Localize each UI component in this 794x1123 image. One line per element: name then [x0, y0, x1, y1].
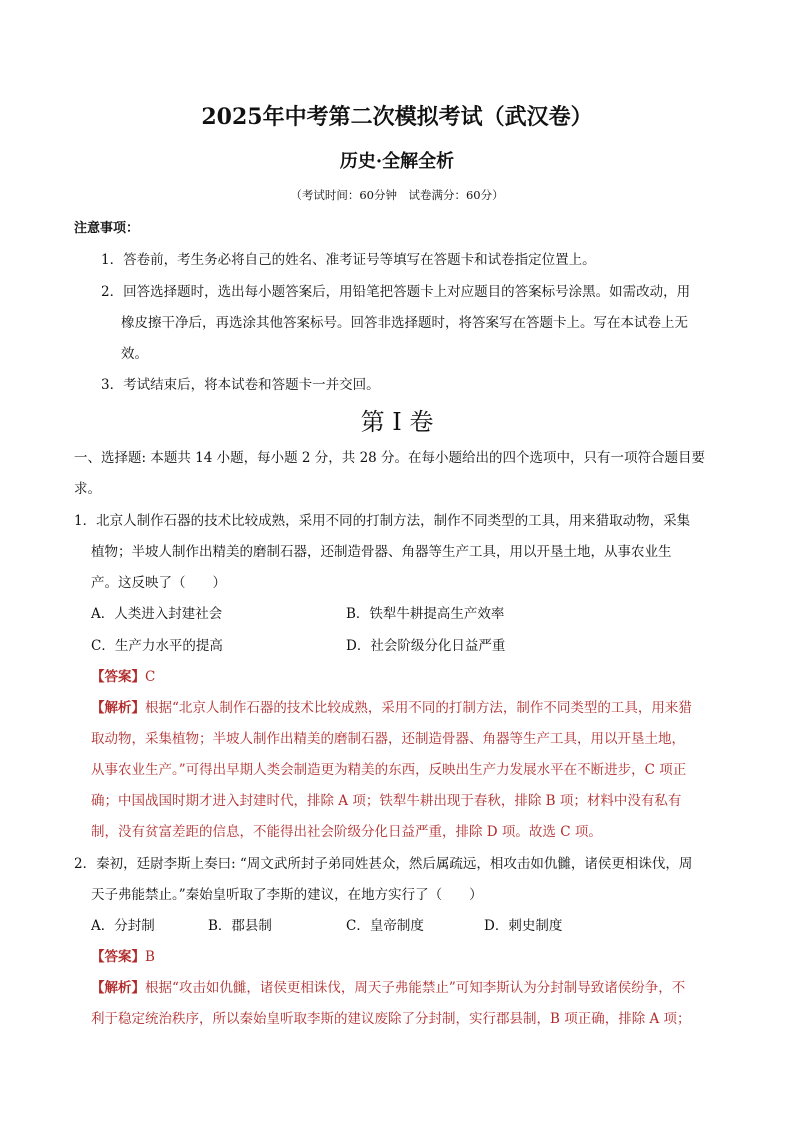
- q2-analysis-text-1: 根据“攻击如仇雠，诸侯更相诛伐，周天子弗能禁止”可知李斯认为分封制导致诸侯纷争，不: [145, 980, 686, 996]
- q2-analysis-line-1: [91, 976, 685, 996]
- notice-item-1: 1．答卷前，考生务必将自己的姓名、准考证号等填写在答题卡和试卷指定位置上。: [101, 252, 596, 268]
- section-intro-line-1: 一、选择题: 本题共 14 小题，每小题 2 分，共 28 分。在每小题给出的四个选项中，只有一项符合题目要: [74, 450, 706, 466]
- q2-option-c: C．皇帝制度: [346, 918, 424, 934]
- q2-option-b: B．郡县制: [208, 918, 272, 934]
- q1-answer-value: C: [145, 669, 156, 685]
- notice-item-2: 2．回答选择题时，选出每小题答案后，用铅笔把答题卡上对应题目的答案标号涂黑。如需改动，用: [101, 284, 691, 300]
- notice-item-3: 3．考试结束后，将本试卷和答题卡一并交回。: [101, 377, 380, 393]
- q2-option-d: D．刺史制度: [484, 918, 563, 934]
- q2-answer-tag: 【答案】: [91, 949, 145, 965]
- q1-analysis-line-1: [91, 696, 692, 716]
- q1-option-a: A．人类进入封建社会: [91, 606, 223, 622]
- q1-analysis-tag: 【解析】: [91, 700, 145, 716]
- notice-heading: 注意事项：: [74, 221, 140, 236]
- q2-stem-line-2: 天子弗能禁止。”秦始皇听取了李斯的建议，在地方实行了（ ）: [91, 887, 483, 903]
- q1-analysis-line-5: 制，没有贫富差距的信息，不能得出社会阶级分化日益严重，排除 D 项。故选 C 项。: [91, 824, 602, 840]
- q1-stem-line-2: 植物；半坡人制作出精美的磨制石器，还制造骨器、角器等生产工具，用以开垦土地，从事农业生: [91, 544, 672, 560]
- document-title: 2025年中考第二次模拟考试（武汉卷）: [201, 104, 593, 130]
- q1-stem-line-3: 产。这反映了（ ）: [91, 575, 226, 591]
- q1-option-d: D．社会阶级分化日益严重: [346, 638, 506, 654]
- q1-analysis-line-2: 取动物，采集植物；半坡人制作出精美的磨制石器，还制造骨器、角器等生产工具，用以开垦土地，: [91, 731, 685, 747]
- q2-analysis-tag: 【解析】: [91, 980, 145, 996]
- q1-stem-line-1: 1．北京人制作石器的技术比较成熟，采用不同的打制方法，制作不同类型的工具，用来猎取动物，采集: [74, 513, 691, 529]
- exam-info: （考试时间：60分钟 试卷满分：60分）: [290, 188, 504, 202]
- q1-answer-tag: 【答案】: [91, 669, 145, 685]
- q2-answer: [91, 945, 155, 965]
- q2-answer-value: B: [145, 949, 155, 965]
- notice-item-2-end: 效。: [121, 346, 148, 362]
- q1-answer: [91, 665, 155, 685]
- q2-analysis-line-2: 利于稳定统治秩序，所以秦始皇听取李斯的建议废除了分封制，实行郡县制，B 项正确，排除 A 项；: [91, 1011, 691, 1027]
- document-subtitle: 历史·全解全析: [339, 151, 455, 172]
- q1-option-b: B．铁犁牛耕提高生产效率: [346, 606, 505, 622]
- q1-analysis-line-3: 从事农业生产。”可得出早期人类会制造更为精美的东西，反映出生产力发展水平在不断进步，C 项正: [91, 762, 687, 778]
- q1-analysis-line-4: 确；中国战国时期才进入封建时代，排除 A 项；铁犁牛耕出现于春秋，排除 B 项；材料中没有私有: [91, 793, 682, 809]
- q1-option-c: C．生产力水平的提高: [91, 638, 223, 654]
- section-intro-line-2: 求。: [74, 481, 101, 497]
- q2-stem-line-1: 2．秦初，廷尉李斯上奏曰: “周文武所封子弟同姓甚众，然后属疏远，相攻击如仇雠，诸侯更相诛伐，周: [74, 856, 693, 872]
- q1-analysis-text-1: 根据“北京人制作石器的技术比较成熟，采用不同的打制方法，制作不同类型的工具，用来猎: [145, 700, 692, 716]
- q2-option-a: A．分封制: [91, 918, 155, 934]
- notice-item-2-cont: 橡皮擦干净后，再选涂其他答案标号。回答非选择题时，将答案写在答题卡上。写在本试卷上无: [121, 315, 688, 331]
- section-title: 第 I 卷: [360, 408, 434, 436]
